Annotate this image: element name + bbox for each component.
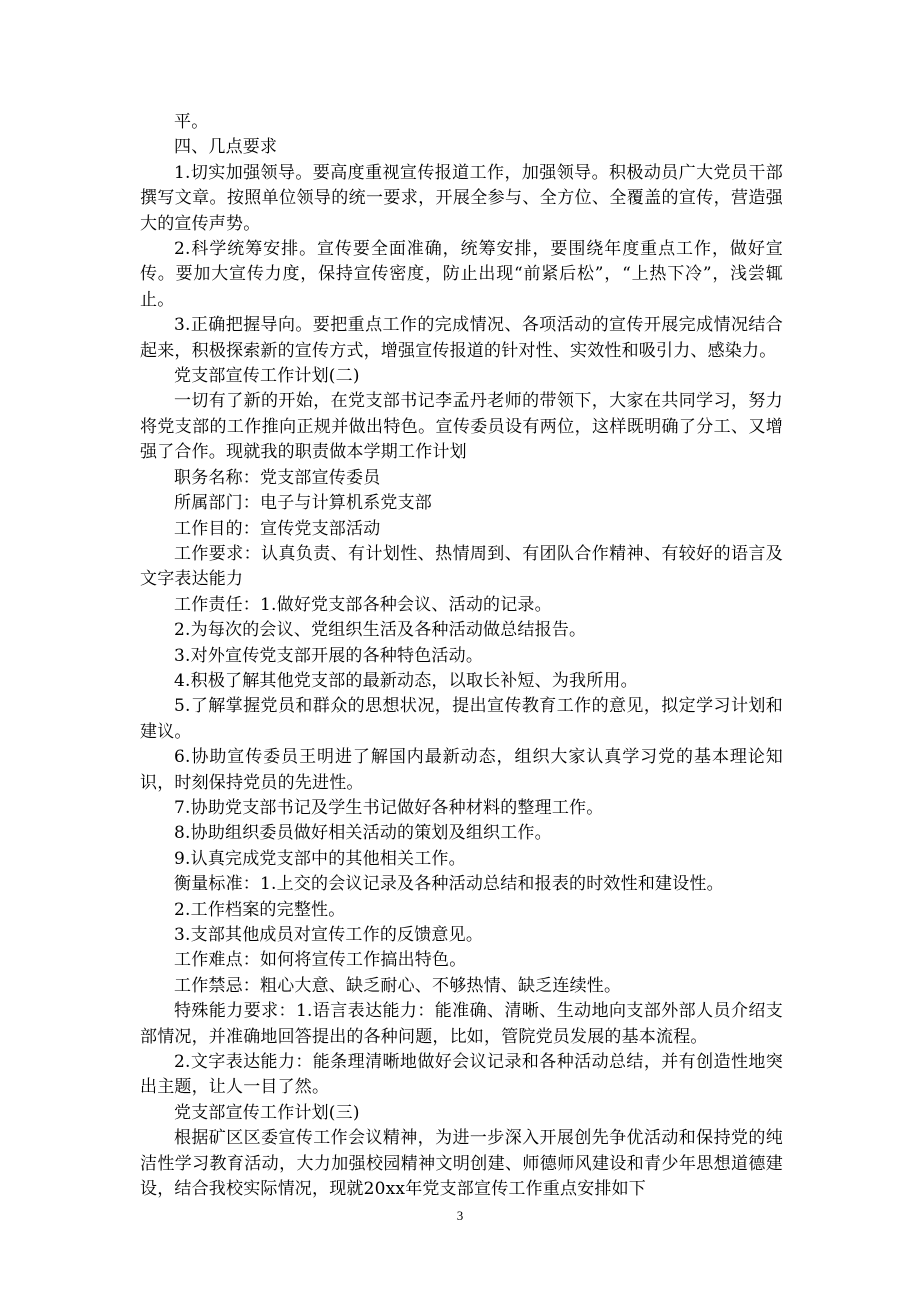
paragraph: 工作责任：1.做好党支部各种会议、活动的记录。 xyxy=(174,594,552,615)
paragraph: 平。 xyxy=(174,112,209,132)
paragraph: 9.认真完成党支部中的其他相关工作。 xyxy=(174,848,466,869)
paragraph: 3.支部其他成员对宣传工作的反馈意见。 xyxy=(174,925,484,945)
page-number: 3 xyxy=(456,1208,464,1223)
paragraph: 工作难点：如何将宣传工作搞出特色。 xyxy=(174,950,467,971)
paragraph: 2.科学统筹安排。宣传要全面准确，统筹安排，要围绕年度重点工作，做好宣传。要加大宣传力度，保持宣传密度，防止出现“前紧后松”，“上热下冷”，浅尝辄止。 xyxy=(140,239,783,310)
paragraph: 2.为每次的会议、党组织生活及各种活动做总结报告。 xyxy=(174,620,587,641)
paragraph: 职务名称：党支部宣传委员 xyxy=(174,467,381,488)
paragraph: 3.对外宣传党支部开展的各种特色活动。 xyxy=(174,645,484,666)
paragraph: 1.切实加强领导。要高度重视宣传报道工作，加强领导。积极动员广大党员干部撰写文章。按照单位领导的统一要求，开展全参与、全方位、全覆盖的宣传，营造强大的宣传声势。 xyxy=(140,162,783,234)
section-heading: 党支部宣传工作计划(三) xyxy=(174,1102,360,1123)
section-heading: 四、几点要求 xyxy=(174,137,278,158)
section-heading: 党支部宣传工作计划(二) xyxy=(174,366,360,387)
paragraph: 衡量标准：1.上交的会议记录及各种活动总结和报表的时效性和建设性。 xyxy=(174,874,724,895)
paragraph: 工作禁忌：粗心大意、缺乏耐心、不够热情、缺乏连续性。 xyxy=(174,975,622,996)
paragraph: 6.协助宣传委员王明进了解国内最新动态，组织大家认真学习党的基本理论知识，时刻保持党员的先进性。 xyxy=(140,747,783,793)
paragraph: 工作要求：认真负责、有计划性、热情周到、有团队合作精神、有较好的语言及文字表达能力 xyxy=(140,543,783,590)
paragraph: 3.正确把握导向。要把重点工作的完成情况、各项活动的宣传开展完成情况结合起来，积极探索新的宣传方式，增强宣传报道的针对性、实效性和吸引力、感染力。 xyxy=(140,315,783,361)
paragraph: 8.协助组织委员做好相关活动的策划及组织工作。 xyxy=(174,823,552,844)
paragraph: 4.积极了解其他党支部的最新动态，以取长补短、为我所用。 xyxy=(174,670,638,691)
document-body xyxy=(140,110,783,1202)
paragraph: 一切有了新的开始，在党支部书记李孟丹老师的带领下，大家在共同学习，努力将党支部的工作推向正规并做出特色。宣传委员设有两位，这样既明确了分工、又增强了合作。现就我的职责做本学期工作计划 xyxy=(140,391,783,463)
paragraph: 2.文字表达能力：能条理清晰地做好会议记录和各种活动总结，并有创造性地突出主题，让人一目了然。 xyxy=(140,1052,783,1098)
paragraph: 特殊能力要求：1.语言表达能力：能准确、清晰、生动地向支部外部人员介绍支部情况，并准确地回答提出的各种问题，比如，管院党员发展的基本流程。 xyxy=(140,1001,783,1047)
paragraph: 所属部门：电子与计算机系党支部 xyxy=(174,493,432,514)
paragraph: 2.工作档案的完整性。 xyxy=(174,899,346,920)
paragraph: 5.了解掌握党员和群众的思想状况，提出宣传教育工作的意见，拟定学习计划和建议。 xyxy=(140,696,783,742)
paragraph: 工作目的：宣传党支部活动 xyxy=(174,518,381,539)
paragraph: 7.协助党支部书记及学生书记做好各种材料的整理工作。 xyxy=(174,797,604,818)
paragraph: 根据矿区区委宣传工作会议精神，为进一步深入开展创先争优活动和保持党的纯洁性学习教育活动，大力加强校园精神文明创建、师德师风建设和青少年思想道德建设，结合我校实际情况，现就20xx年党支部宣传工作重点安排如下 xyxy=(140,1128,783,1200)
